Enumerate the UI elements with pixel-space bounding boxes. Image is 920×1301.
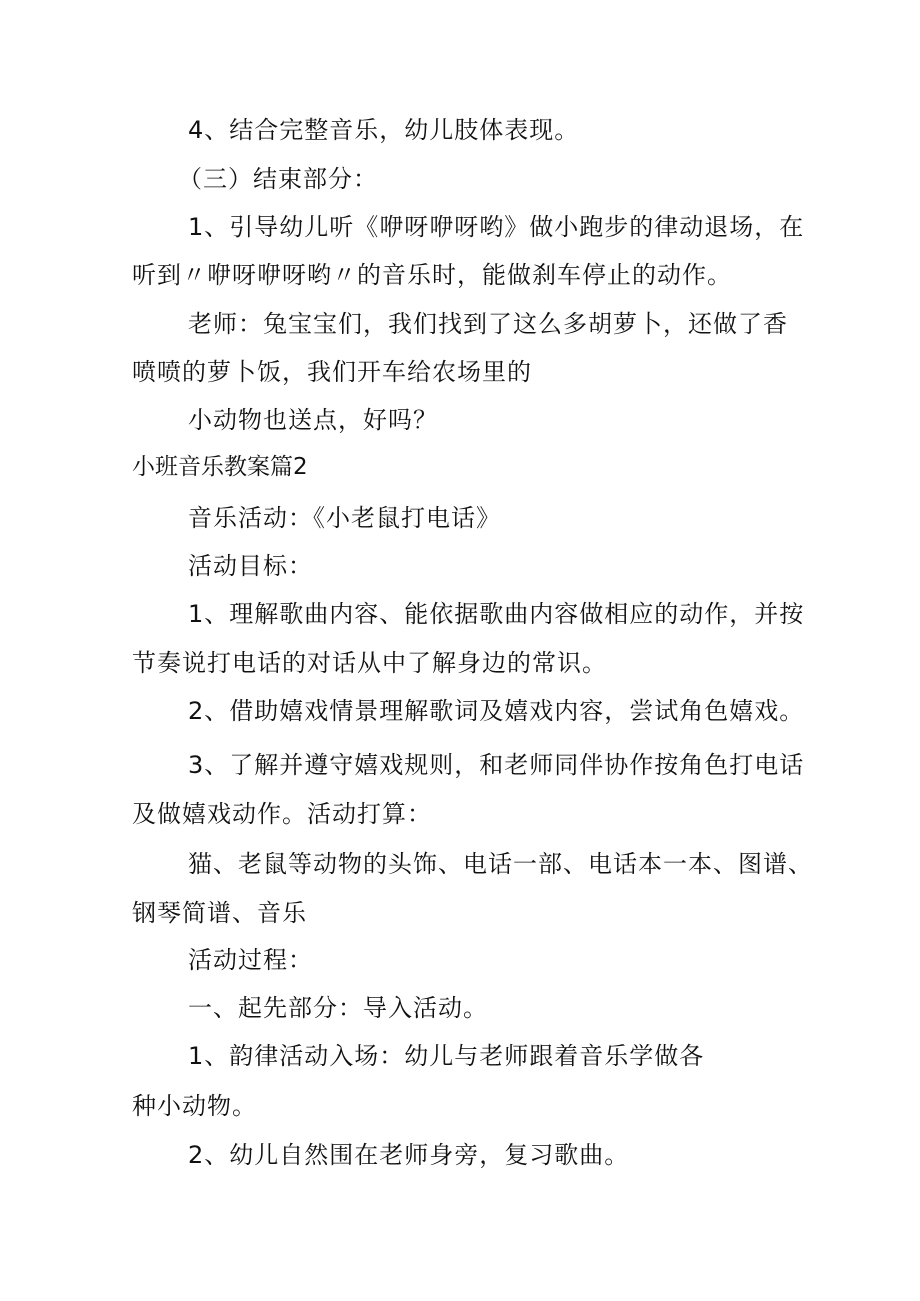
section-heading: （三）结束部分：: [178, 165, 378, 193]
text-line: 听到〃咿呀咿呀哟〃的音乐时，能做刹车停止的动作。: [132, 261, 732, 289]
text-line: 老师：兔宝宝们，我们找到了这么多胡萝卜，还做了香: [188, 310, 788, 338]
text-line: 1、引导幼儿听《咿呀咿呀哟》做小跑步的律动退场，在: [188, 213, 805, 241]
text-line: 1、韵律活动入场：幼儿与老师跟着音乐学做各: [188, 1042, 705, 1070]
text-line: 3、了解并遵守嬉戏规则，和老师同伴协作按角色打电话: [188, 751, 805, 779]
text-line: 钢琴简谱、音乐: [132, 899, 307, 927]
text-line: 2、借助嬉戏情景理解歌词及嬉戏内容，尝试角色嬉戏。: [188, 697, 805, 725]
text-line: 1、理解歌曲内容、能依据歌曲内容做相应的动作，并按: [188, 600, 805, 628]
text-line: 种小动物。: [132, 1092, 257, 1120]
lesson-title: 小班音乐教案篇2: [132, 454, 308, 480]
text-line: 猫、老鼠等动物的头饰、电话一部、电话本一本、图谱、: [188, 850, 813, 878]
text-line: 4、结合完整音乐，幼儿肢体表现。: [188, 116, 580, 144]
text-line: 音乐活动：《小老鼠打电话》: [188, 504, 501, 532]
text-line: 节奏说打电话的对话从中了解身边的常识。: [132, 649, 607, 677]
text-line: 喷喷的萝卜饭，我们开车给农场里的: [132, 358, 532, 386]
section-heading: 活动目标：: [188, 552, 313, 580]
section-heading: 活动过程：: [188, 946, 313, 974]
text-line: 2、幼儿自然围在老师身旁，复习歌曲。: [188, 1141, 630, 1169]
text-line: 小动物也送点，好吗？: [188, 406, 438, 434]
text-line: 一、起先部分：导入活动。: [188, 994, 488, 1022]
text-line: 及做嬉戏动作。活动打算：: [132, 800, 432, 828]
